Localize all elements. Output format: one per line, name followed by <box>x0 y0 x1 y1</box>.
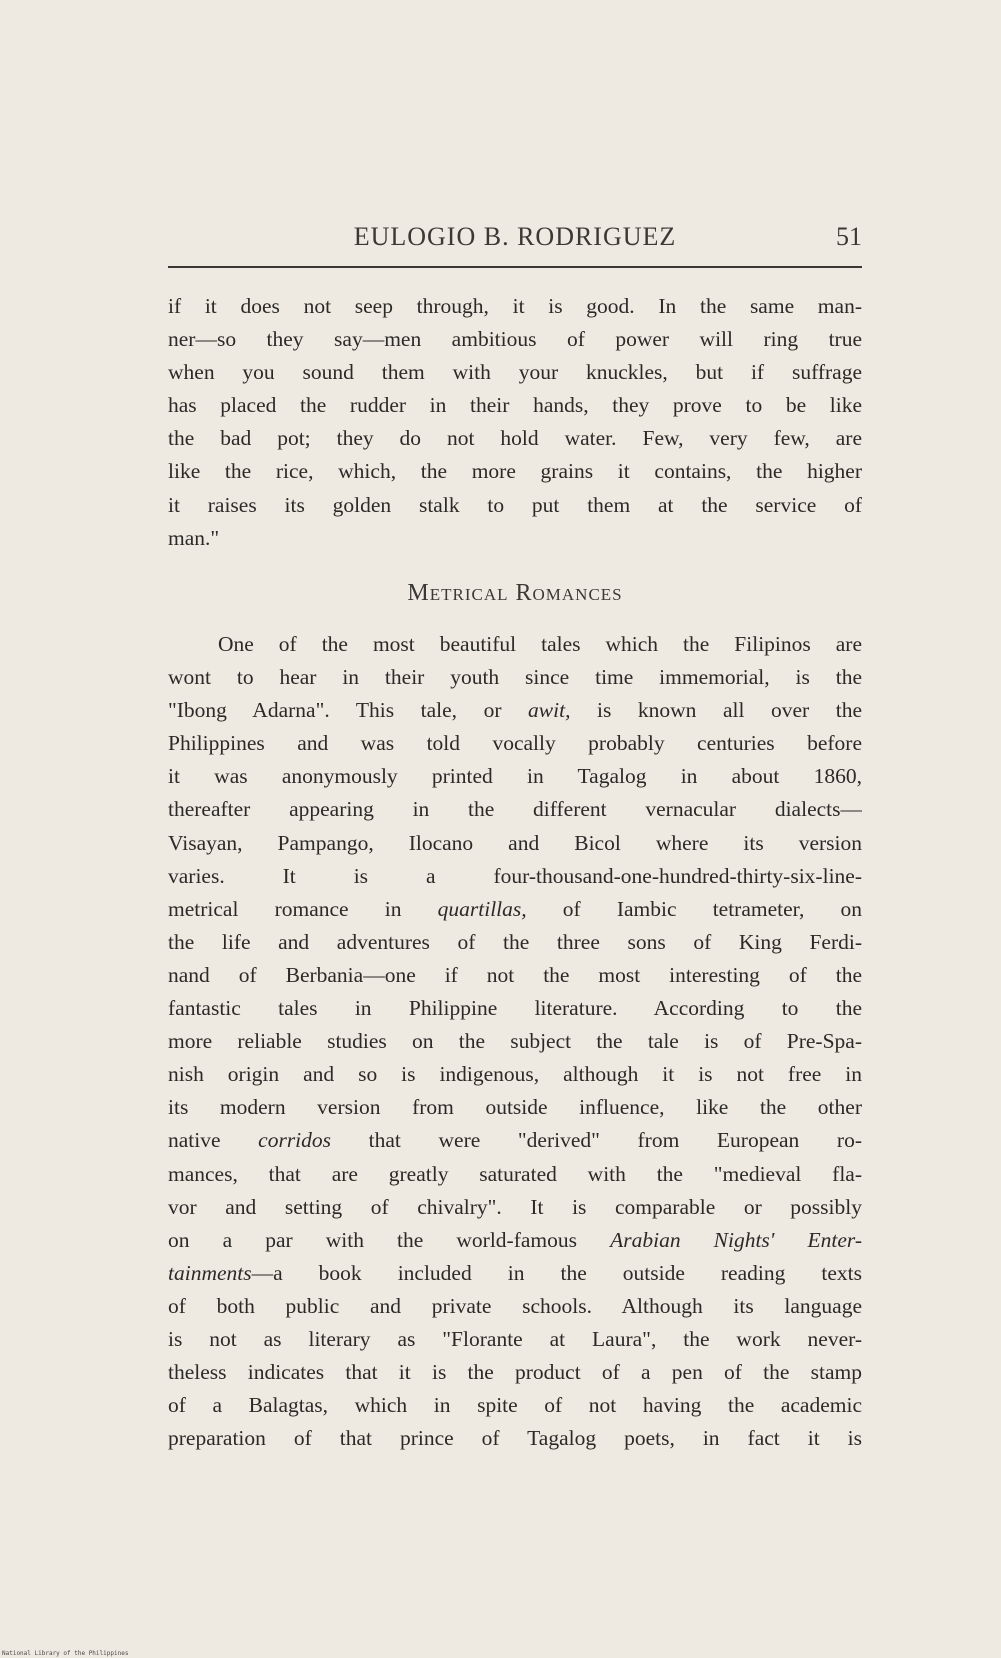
text-line: is not as literary as "Florante at Laura", the work never- <box>168 1326 862 1351</box>
text-line: when you sound them with your knuckles, but if suffrage <box>168 360 862 385</box>
library-credit: National Library of the Philippines <box>2 1650 129 1657</box>
text-line: more reliable studies on the subject the tale is of Pre-Spa- <box>168 1029 862 1054</box>
text-line: has placed the rudder in their hands, they prove to be like <box>168 393 862 418</box>
text-line: it was anonymously printed in Tagalog in about 1860, <box>168 764 862 789</box>
text-line: nish origin and so is indigenous, although it is not free in <box>168 1062 862 1087</box>
text-line: like the rice, which, the more grains it contains, the higher <box>168 459 862 484</box>
text-line: wont to hear in their youth since time immemorial, is the <box>168 665 862 690</box>
text-line: Visayan, Pampango, Ilocano and Bicol where its version <box>168 830 862 855</box>
text-line: its modern version from outside influence, like the other <box>168 1095 862 1120</box>
text-line: of a Balagtas, which in spite of not having the academic <box>168 1393 862 1418</box>
text-run: of Iambic tetrameter, on <box>526 896 862 921</box>
text-line <box>168 1124 862 1157</box>
text-run: "Ibong Adarna". This tale, or <box>168 698 529 723</box>
text-line: if it does not seep through, it is good. In the same man- <box>168 294 862 318</box>
text-line: vor and setting of chivalry". It is comparable or possibly <box>168 1194 862 1219</box>
italic-term: corridos <box>258 1128 332 1153</box>
running-head <box>168 216 862 256</box>
text-line <box>168 1257 862 1290</box>
text-line: varies. It is a four-thousand-one-hundred-thirty-six-line- <box>168 863 862 888</box>
paragraph-continued <box>168 290 862 555</box>
text-line: it raises its golden stalk to put them at the service of <box>168 492 862 517</box>
text-line: nand of Berbania—one if not the most interesting of the <box>168 962 862 987</box>
text-run: —a book included in the outside reading texts <box>251 1260 862 1285</box>
text-line: of both public and private schools. Although its language <box>168 1293 862 1318</box>
text-line <box>168 893 862 926</box>
text-line: theless indicates that it is the product of a pen of the stamp <box>168 1360 862 1385</box>
header-rule <box>168 266 862 268</box>
text-line: Philippines and was told vocally probably centuries before <box>168 731 862 756</box>
italic-term: awit, <box>528 698 571 723</box>
text-line: ner—so they say—men ambitious of power will ring true <box>168 327 862 352</box>
page-number: 51 <box>836 222 862 251</box>
text-line: fantastic tales in Philippine literature. According to the <box>168 996 862 1021</box>
text-line: the bad pot; they do not hold water. Few, very few, are <box>168 426 862 451</box>
text-line <box>168 1224 862 1257</box>
text-run: metrical romance in <box>168 896 438 921</box>
text-line: One of the most beautiful tales which the Filipinos are <box>218 632 862 656</box>
text-run: native <box>168 1128 259 1153</box>
italic-term: tainments <box>168 1260 252 1285</box>
text-line: man." <box>168 525 220 550</box>
italic-term: Arabian Nights' Enter- <box>610 1227 862 1252</box>
paragraph-metrical-romances <box>168 628 862 1455</box>
text-run: is known all over the <box>570 698 862 723</box>
text-run: on a par with the world-famous <box>168 1227 611 1252</box>
running-title: EULOGIO B. RODRIGUEZ <box>353 222 677 251</box>
text-run: that were "derived" from European ro- <box>331 1128 862 1153</box>
section-heading: Metrical Romances <box>407 580 623 606</box>
text-line <box>168 694 862 727</box>
text-line: the life and adventures of the three sons of King Ferdi- <box>168 929 862 954</box>
text-line: preparation of that prince of Tagalog poets, in fact it is <box>168 1426 862 1451</box>
text-line: mances, that are greatly saturated with the "medieval fla- <box>168 1161 862 1186</box>
italic-term: quartillas, <box>437 896 527 921</box>
text-line: thereafter appearing in the different vernacular dialects— <box>168 797 862 822</box>
